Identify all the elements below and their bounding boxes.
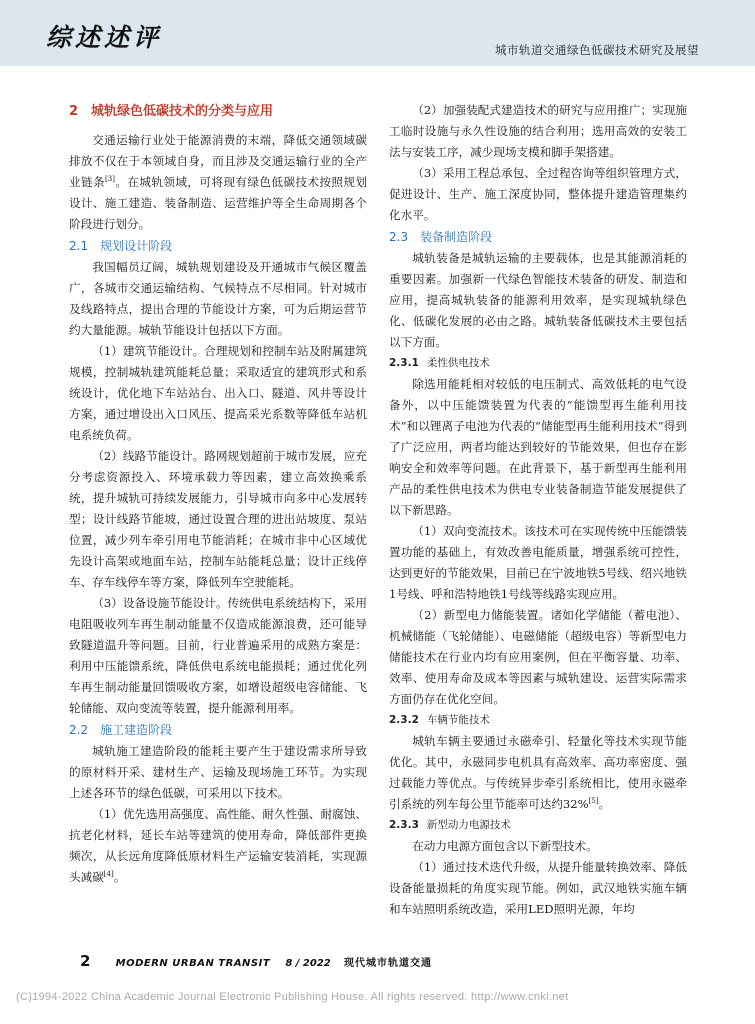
section-title: 2 城轨绿色低碳技术的分类与应用 [69, 104, 274, 119]
subsection-title: 2.1 规划设计阶段 [69, 239, 173, 253]
subsubsection-title: 2.3.1 柔性供电技术 [389, 357, 490, 369]
paragraph: 城轨车辆主要通过永磁牵引、轻量化等技术实现节能优化。其中，永磁同步电机具有高效率、高功率密度、强过载能力等优点。与传统异步牵引系统相比，使用永磁牵引系统的列车每公里节能率可达约32%[5]。 [389, 734, 687, 811]
paragraph: （2）线路节能设计。路网规划超前于城市发展，应充分考虑资源投入、环境承载力等因素，建立高效换乘系统，提升城轨可持续发展能力，引导城市向多中心发展转型；设计线路节能坡，通过设置合理的进出站坡度、泵站位置，减少列车牵引用电节能消耗；在城市非中心区域优先设计高架或地面车站，控制车站能耗总量；设计正线停车、存车线停车等方案，降低列车空驶能耗。 [69, 449, 367, 589]
citation[interactable]: [3] [105, 175, 115, 184]
subsection-title: 2.3 装备制造阶段 [389, 230, 493, 244]
paragraph: （1）优先选用高强度、高性能、耐久性强、耐腐蚀、抗老化材料，延长车站等建筑的使用寿命，降低部件更换频次，从长远角度降低原材料生产运输安装消耗，实现源头减碳[4]。 [69, 807, 367, 884]
column-logo: 综述述评 [46, 23, 163, 52]
paragraph: 我国幅员辽阔，城轨规划建设及开通城市气候区覆盖广，各城市交通运输结构、气候特点不尽相同。针对城市及线路特点，提出合理的节能设计方案，可为后期运营节约大量能源。城轨节能设计包括以下方面。 [69, 260, 367, 337]
paragraph: （1）双向变流技术。该技术可在实现传统中压能馈装置功能的基础上，有效改善电能质量，增强系统可控性，达到更好的节能效果，目前已在宁波地铁5号线、绍兴地铁1号线、呼和浩特地铁1号线等线路实现应用。 [389, 524, 687, 601]
subsubsection-title: 2.3.2 车辆节能技术 [389, 714, 490, 726]
page-footer [80, 952, 432, 970]
left-column [69, 100, 367, 888]
journal-name: 现代城市轨道交通 [343, 958, 432, 969]
copyright-watermark: (C)1994-2022 China Academic Journal Electronic Publishing House. All rights reserved. http://www.cnki.net [16, 991, 569, 1003]
right-column [389, 100, 687, 920]
issue-number: 8 / 2022 [285, 958, 331, 969]
subsection-title: 2.2 施工建造阶段 [69, 723, 173, 737]
paragraph: （1）通过技术迭代升级，从提升能量转换效率、降低设备能量损耗的角度实现节能。例如，武汉地铁实施车辆和车站照明系统改造，采用LED照明光源，年均 [389, 860, 687, 916]
running-title: 城市轨道交通绿色低碳技术研究及展望 [495, 43, 699, 57]
citation[interactable]: [5] [588, 797, 599, 806]
paragraph: （3）采用工程总承包、全过程咨询等组织管理方式，促进设计、生产、施工深度协同，整体提升建造管理集约化水平。 [389, 166, 687, 222]
header-band [0, 0, 755, 66]
paragraph: 在动力电源方面包含以下新型技术。 [412, 839, 598, 853]
paragraph: 城轨施工建造阶段的能耗主要产生于建设需求所导致的原材料开采、建材生产、运输及现场施工环节。为实现上述各环节的绿色低碳，可采用以下技术。 [69, 744, 367, 800]
paragraph: （3）设备设施节能设计。传统供电系统结构下，采用电阻吸收列车再生制动能量不仅造成能源浪费，还可能导致隧道温升等问题。目前，行业普遍采用的成熟方案是：利用中压能馈系统，降低供电系统电能损耗；通过优化列车再生制动能量回馈吸收方案，如增设超级电容储能、飞轮储能、双向变流等装置，提升能源利用率。 [69, 596, 367, 715]
paragraph: （2）新型电力储能装置。诸如化学储能（蓄电池）、机械储能（飞轮储能）、电磁储能（超级电容）等新型电力储能技术在行业内均有应用案例，但在平衡容量、功率、效率、使用寿命及成本等因素与城轨建设、运营实际需求方面仍存在优化空间。 [389, 608, 687, 706]
paragraph: 城轨装备是城轨运输的主要载体，也是其能源消耗的重要因素。加强新一代绿色智能技术装备的研发、制造和应用，提高城轨装备的能源利用效率，是实现城轨绿色化、低碳化发展的必由之路。城轨装备低碳技术主要包括以下方面。 [389, 251, 687, 349]
paragraph: （1）建筑节能设计。合理规划和控制车站及附属建筑规模，控制城轨建筑能耗总量；采取适宜的建筑形式和系统设计，优化地下车站站台、出入口、隧道、风井等设计方案，通过增设出入口风压、提高采光系数等降低车站机电系统负荷。 [69, 344, 367, 442]
intro-paragraph: 交通运输行业处于能源消费的末端，降低交通领域碳排放不仅在于本领域自身，而且涉及交通运输行业的全产业链条[3]。在城轨领域，可将现有绿色低碳技术按照规划设计、施工建造、装备制造、运营维护等全生命周期各个阶段进行划分。 [69, 133, 367, 231]
subsubsection-title: 2.3.3 新型动力电源技术 [389, 819, 511, 831]
citation[interactable]: [4] [103, 870, 114, 879]
magazine-name: MODERN URBAN TRANSIT [115, 958, 271, 969]
page-number: 2 [80, 952, 91, 970]
paragraph: （2）加强装配式建造技术的研究与应用推广；实现施工临时设施与永久性设施的结合利用；选用高效的安装工法与安装工序，减少现场支模和脚手架搭建。 [389, 103, 687, 159]
paragraph: 除选用能耗相对较低的电压制式、高效低耗的电气设备外，以中压能馈装置为代表的“能馈型再生能利用技术”和以锂离子电池为代表的“储能型再生能利用技术”得到了广泛应用，两者均能达到较好的节能效果，但也存在影响安全和效率等问题。在此背景下，基于新型再生能利用产品的柔性供电技术为供电专业装备制造节能发展提供了以下新思路。 [389, 377, 687, 517]
